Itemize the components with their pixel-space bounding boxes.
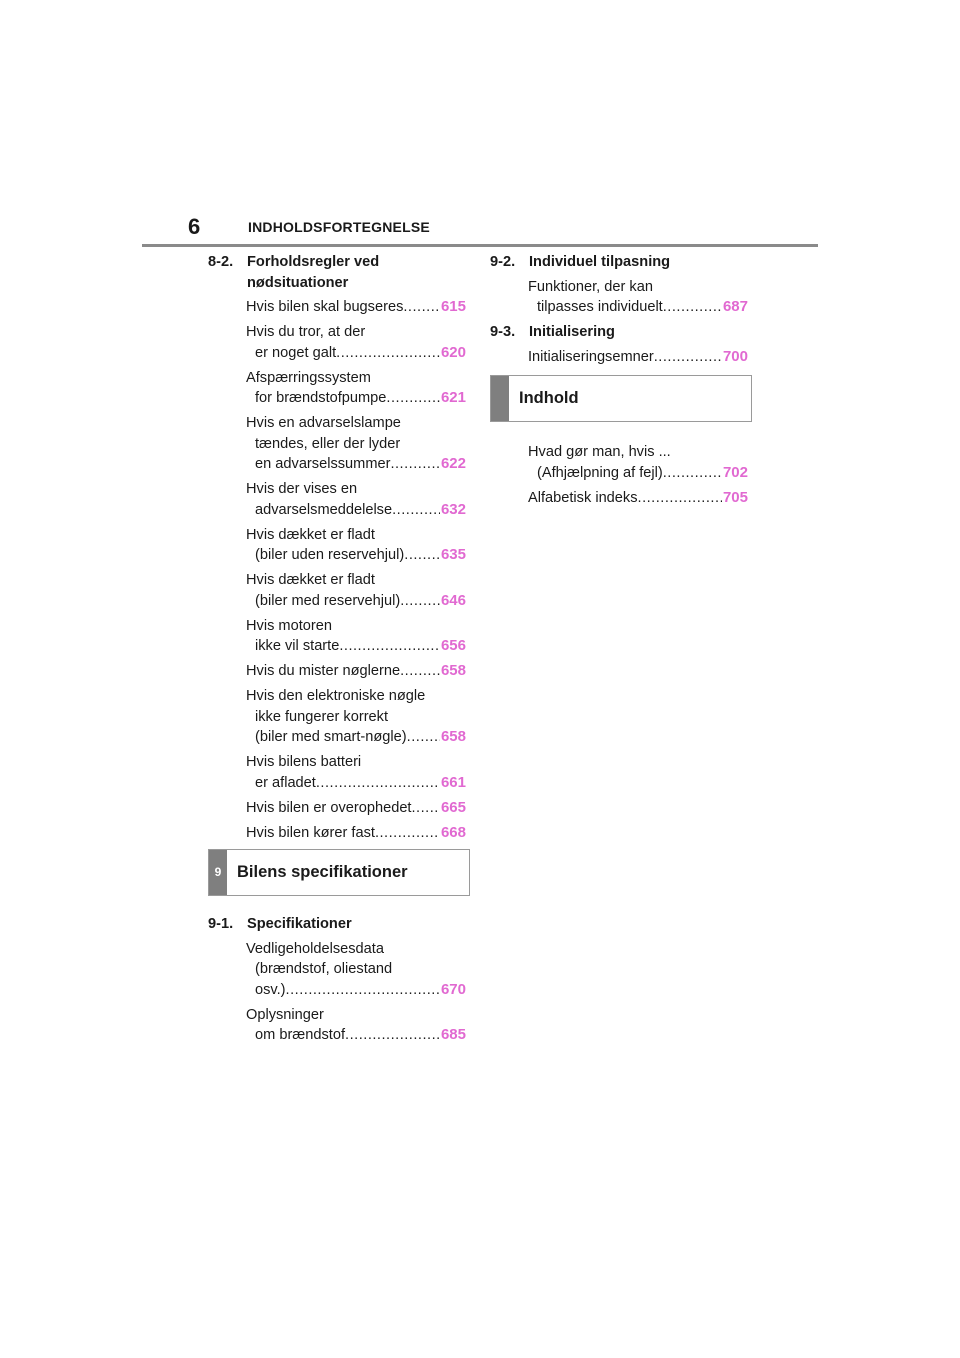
page-link[interactable]: 646: [440, 591, 466, 609]
toc-entry[interactable]: [528, 277, 748, 318]
toc-entry-text: Hvad gør man, hvis ...: [528, 444, 671, 460]
toc-entry-text: Afspærringssystem: [246, 369, 371, 386]
toc-entry-text: Funktioner, der kan: [528, 278, 653, 295]
toc-entry-text: Hvis bilen skal bugseres: [246, 299, 404, 315]
page-link[interactable]: 668: [440, 823, 466, 841]
toc-entry-text: for brændstofpumpe: [255, 390, 387, 406]
toc-entry[interactable]: [246, 823, 466, 844]
dot-leader: [400, 591, 440, 612]
page-link[interactable]: 635: [440, 546, 466, 563]
toc-entry-text: Hvis bilen kører fast: [246, 824, 375, 841]
page-link[interactable]: 656: [440, 637, 466, 654]
toc-entry-text: Hvis den elektroniske nøgle: [246, 688, 426, 704]
toc-entry[interactable]: [528, 488, 748, 509]
toc-entry[interactable]: [246, 297, 466, 318]
page-link[interactable]: 687: [722, 298, 748, 315]
toc-entry[interactable]: [246, 752, 466, 793]
page-link[interactable]: 670: [440, 980, 466, 998]
dot-leader: [386, 388, 440, 409]
toc-list: [208, 939, 470, 1046]
toc-entry-text: advarselsmeddelelse: [255, 501, 393, 518]
dot-leader: [392, 500, 440, 521]
toc-entry-text: Hvis dækket er fladt: [246, 572, 375, 588]
page-link[interactable]: 621: [440, 389, 466, 406]
page-number: 6: [188, 214, 201, 239]
toc-entry-text: om brændstof: [255, 1027, 346, 1043]
chapter-tab: 9: [209, 850, 227, 895]
page-link[interactable]: 705: [722, 488, 748, 506]
header-title: INDHOLDSFORTEGNELSE: [248, 219, 430, 235]
dot-leader: [663, 297, 722, 318]
toc-entry-text: Hvis motoren: [246, 617, 332, 634]
toc-entry-text: Initialiseringsemner: [528, 348, 654, 365]
dot-leader: [403, 297, 440, 318]
dot-leader: [404, 545, 440, 566]
toc-list: [208, 297, 470, 843]
page-link[interactable]: 622: [440, 455, 466, 472]
toc-entry[interactable]: [246, 570, 466, 611]
toc-entry[interactable]: [528, 442, 748, 483]
page-link[interactable]: 620: [440, 343, 466, 361]
toc-entry-text: ikke fungerer korrekt: [255, 708, 389, 725]
toc-entry[interactable]: [246, 661, 466, 682]
toc-entry[interactable]: [246, 939, 466, 1001]
dot-leader: [390, 454, 440, 475]
page-link[interactable]: 685: [440, 1026, 466, 1043]
toc-entry-text: (biler uden reservehjul): [255, 547, 405, 563]
right-column: [490, 252, 752, 513]
toc-entry-text: er noget galt: [255, 344, 337, 361]
toc-entry[interactable]: [246, 413, 466, 475]
toc-list: [490, 442, 752, 508]
chapter-box[interactable]: [208, 849, 470, 896]
page-link[interactable]: 661: [440, 773, 466, 791]
toc-entry[interactable]: [246, 368, 466, 409]
dot-leader: [336, 343, 440, 364]
toc-entry-text: Hvis du tror, at der: [246, 324, 366, 340]
section-heading: [490, 252, 752, 273]
section-number: 9-2.: [490, 254, 516, 270]
toc-entry-text: Oplysninger: [246, 1006, 324, 1023]
toc-entry-text: Alfabetisk indeks: [528, 489, 638, 506]
section-heading: [490, 322, 752, 343]
section-title: Initialisering: [529, 324, 615, 340]
section-heading: [208, 914, 470, 935]
toc-entry-text: (Afhjælpning af fejl): [537, 464, 663, 481]
toc-entry-text: er afladet: [255, 774, 316, 791]
toc-entry-text: tilpasses individuelt: [537, 299, 663, 315]
toc-entry-text: osv.): [255, 981, 286, 998]
toc-entry-text: Hvis der vises en: [246, 481, 358, 497]
toc-entry-text: (biler med reservehjul): [255, 592, 401, 609]
chapter-title: Bilens specifikationer: [237, 863, 408, 882]
toc-entry-text: en advarselssummer: [255, 456, 391, 472]
dot-leader: [412, 798, 440, 819]
toc-entry[interactable]: [246, 479, 466, 520]
toc-entry-text: Vedligeholdelsesdata: [246, 940, 384, 957]
dot-leader: [316, 773, 440, 794]
page-link[interactable]: 702: [722, 463, 748, 481]
page-link[interactable]: 632: [440, 500, 466, 518]
section-title: Specifikationer: [247, 916, 352, 932]
dot-leader: [654, 347, 722, 368]
index-title: Indhold: [519, 389, 579, 408]
toc-entry[interactable]: [246, 525, 466, 566]
toc-entry-text: Hvis du mister nøglerne: [246, 663, 401, 679]
toc-list: [490, 277, 752, 318]
toc-entry-text: Hvis bilens batteri: [246, 754, 362, 770]
section-title: Forholdsregler ved nødsituationer: [247, 254, 380, 291]
dot-leader: [345, 1025, 440, 1046]
page-link[interactable]: 665: [440, 798, 466, 816]
dot-leader: [375, 823, 440, 844]
index-box[interactable]: [490, 375, 752, 422]
dot-leader: [339, 636, 440, 657]
page-link[interactable]: 658: [440, 728, 466, 745]
toc-list: [490, 347, 752, 368]
left-column: [208, 252, 470, 1050]
toc-entry-text: Hvis en advarselslampe: [246, 415, 401, 431]
toc-entry[interactable]: [246, 322, 466, 363]
section-number: 9-3.: [490, 324, 516, 340]
section-number: 8-2.: [208, 254, 234, 270]
toc-entry[interactable]: [246, 616, 466, 657]
section-number: 9-1.: [208, 916, 234, 932]
dot-leader: [663, 463, 722, 484]
toc-entry-text: (brændstof, oliestand: [255, 961, 393, 977]
toc-entry[interactable]: [528, 347, 748, 368]
page-header: [188, 214, 820, 246]
page-link[interactable]: 658: [440, 662, 466, 679]
section-title: Individuel tilpasning: [529, 254, 671, 270]
toc-entry[interactable]: [246, 1005, 466, 1046]
toc-entry-text: tændes, eller der lyder: [255, 435, 401, 452]
page-link[interactable]: 700: [722, 347, 748, 365]
toc-entry-text: ikke vil starte: [255, 638, 340, 654]
toc-entry[interactable]: [246, 686, 466, 748]
section-heading: [208, 252, 470, 293]
dot-leader: [286, 980, 440, 1001]
dot-leader: [400, 661, 440, 682]
index-tab: [491, 376, 509, 421]
toc-entry-text: Hvis bilen er overophedet: [246, 799, 412, 816]
toc-entry-text: (biler med smart-nøgle): [255, 729, 407, 745]
page-link[interactable]: 615: [440, 298, 466, 315]
header-rule: [142, 244, 818, 247]
toc-entry-text: Hvis dækket er fladt: [246, 526, 375, 543]
dot-leader: [638, 488, 722, 509]
dot-leader: [407, 727, 440, 748]
toc-entry[interactable]: [246, 798, 466, 819]
